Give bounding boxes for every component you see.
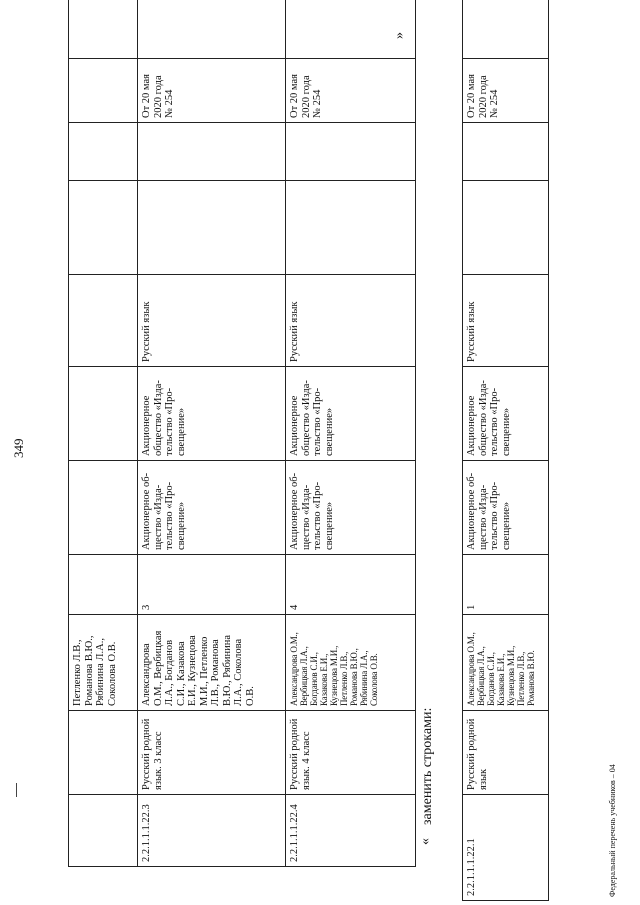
- cell-publisher: Акционерное об-щество «Изда-тельство «Про-свещение»: [138, 461, 286, 555]
- cell-order: От 20 мая 2020 года № 254: [138, 59, 286, 123]
- table-row: [69, 0, 138, 867]
- cell-code: 2.2.1.1.1.22.3: [138, 795, 286, 867]
- cell-title: [69, 711, 138, 795]
- cell-language: [69, 275, 138, 367]
- replacement-table: [462, 0, 549, 901]
- cell-empty: [463, 181, 549, 275]
- table-row: [138, 0, 286, 867]
- footer-text: Федеральный перечень учебников – 04: [608, 764, 617, 897]
- cell-publisher-full: Акционерное общество «Изда-тельство «Про-свещение»: [138, 367, 286, 461]
- cell-empty: [69, 0, 138, 59]
- cell-title: Русский родной язык. 3 класс: [138, 711, 286, 795]
- opening-quote: «: [418, 838, 433, 845]
- cell-authors: Александрова О.М., Вербицкая Л.А., Богданов С.И., Казакова Е.И., Кузнецова М.И., Петленко Л.В., Романова В.Ю., Рябинина Л.А., Соколова О.В.: [138, 615, 286, 711]
- cell-empty: [286, 181, 416, 275]
- cell-language: Русский язык: [286, 275, 416, 367]
- cell-title: Русский родной язык. 4 класс: [286, 711, 416, 795]
- cell-grade: [69, 555, 138, 615]
- cell-code: [69, 795, 138, 867]
- cell-empty: [138, 0, 286, 59]
- cell-authors: Александрова О.М., Вербицкая Л.А., Богданов С.И., Казакова Е.И., Кузнецова М.И., Петленко Л.В., Романова В.Ю.: [463, 615, 549, 711]
- cell-empty: [69, 181, 138, 275]
- cell-empty: [138, 181, 286, 275]
- cell-publisher-full: Акционерное общество «Изда-тельство «Про-свещение»: [286, 367, 416, 461]
- cell-order: От 20 мая 2020 года № 254: [463, 59, 549, 123]
- cell-publisher-full: [69, 367, 138, 461]
- cell-grade: 3: [138, 555, 286, 615]
- cell-code: 2.2.1.1.1.22.1: [463, 795, 549, 901]
- cell-title: Русский родной язык: [463, 711, 549, 795]
- scan-mark: [16, 783, 17, 797]
- cell-empty: [286, 0, 416, 59]
- cell-code: 2.2.1.1.1.22.4: [286, 795, 416, 867]
- cell-language: Русский язык: [463, 275, 549, 367]
- cell-publisher: Акционерное об-щество «Изда-тельство «Про-свещение»: [463, 461, 549, 555]
- table-row: [463, 0, 549, 901]
- cell-grade: 1: [463, 555, 549, 615]
- page-number: 349: [11, 438, 26, 458]
- cell-publisher: [69, 461, 138, 555]
- main-table: [68, 0, 416, 867]
- cell-order: От 20 мая 2020 года № 254: [286, 59, 416, 123]
- cell-publisher-full: Акционерное общество «Изда-тельство «Про-свещение»: [463, 367, 549, 461]
- cell-authors: Петленко Л.В., Романова В.Ю., Рябинина Л.А., Соколова О.В.: [69, 615, 138, 711]
- cell-order: [69, 59, 138, 123]
- cell-empty: [286, 123, 416, 181]
- cell-empty: [69, 123, 138, 181]
- replace-instruction: заменить строками:: [420, 707, 435, 825]
- cell-authors: Александрова О.М., Вербицкая Л.А., Богданов С.И., Казакова Е.И., Кузнецова М.И., Петленко Л.В., Романова В.Ю., Рябинина Л.А., Соколова О.В.: [286, 615, 416, 711]
- closing-quote: »: [392, 32, 407, 39]
- cell-empty: [463, 0, 549, 59]
- table-row: [286, 0, 416, 867]
- cell-empty: [463, 123, 549, 181]
- cell-publisher: Акционерное об-щество «Изда-тельство «Про-свещение»: [286, 461, 416, 555]
- cell-grade: 4: [286, 555, 416, 615]
- cell-empty: [138, 123, 286, 181]
- cell-language: Русский язык: [138, 275, 286, 367]
